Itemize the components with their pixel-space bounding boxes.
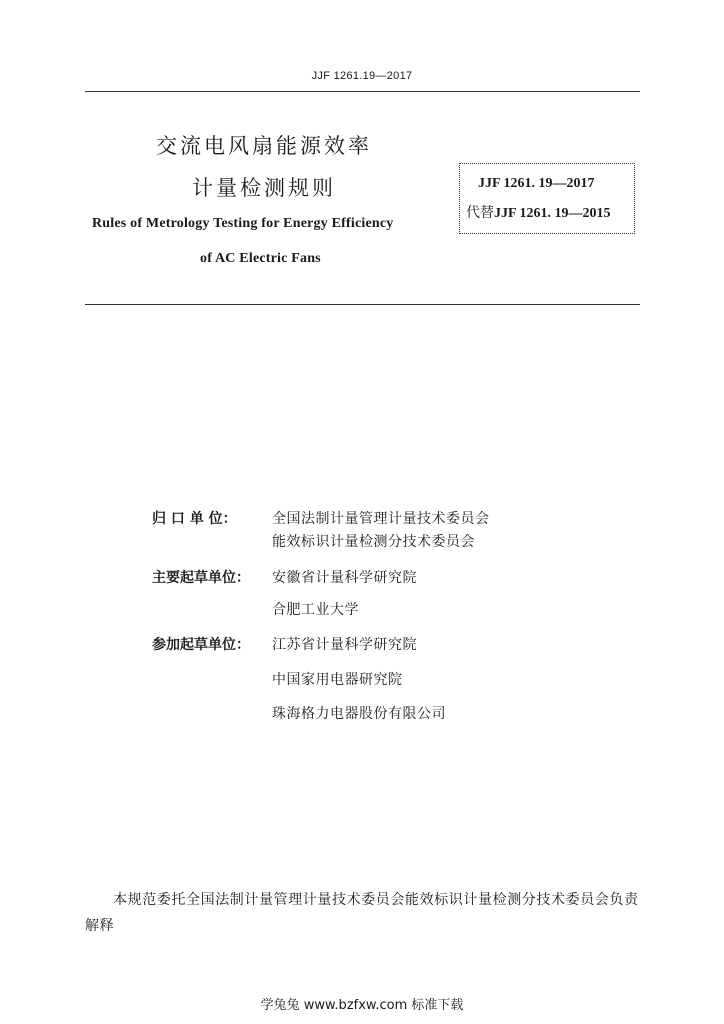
org-value: 安徽省计量科学研究院 (272, 570, 417, 586)
replaces-prefix: 代替 (466, 205, 494, 221)
org-value: 能效标识计量检测分技术委员会 (272, 534, 475, 550)
standard-code: JJF 1261. 19—2017 (478, 176, 595, 191)
header-code: JJF 1261.19—2017 (311, 70, 413, 82)
header-rule (85, 91, 640, 92)
title-cn-line2: 计量检测规则 (192, 176, 336, 200)
code-box (459, 163, 635, 234)
replaces-line (466, 202, 611, 222)
title-en-line2: of AC Electric Fans (200, 251, 321, 266)
org-value: 江苏省计量科学研究院 (272, 637, 417, 653)
org-label-responsible: 归 口 单 位： (152, 511, 237, 527)
title-rule (85, 304, 640, 305)
replaces-code: JJF 1261. 19—2015 (494, 206, 611, 221)
interpretation-note: 本规范委托全国法制计量管理计量技术委员会能效标识计量检测分技术委员会负责解释 (85, 892, 639, 934)
org-value: 合肥工业大学 (272, 602, 359, 618)
title-cn-line1: 交流电风扇能源效率 (156, 134, 372, 158)
watermark: 学兔兔 www.bzfxw.com 标准下载 (260, 998, 464, 1013)
org-label-main-drafters: 主要起草单位： (152, 570, 250, 586)
title-en-line1: Rules of Metrology Testing for Energy Efficiency (92, 216, 394, 231)
org-value: 全国法制计量管理计量技术委员会 (272, 511, 490, 527)
org-value: 中国家用电器研究院 (272, 672, 403, 688)
org-value: 珠海格力电器股份有限公司 (272, 706, 446, 722)
org-label-participating-drafters: 参加起草单位： (152, 637, 250, 653)
